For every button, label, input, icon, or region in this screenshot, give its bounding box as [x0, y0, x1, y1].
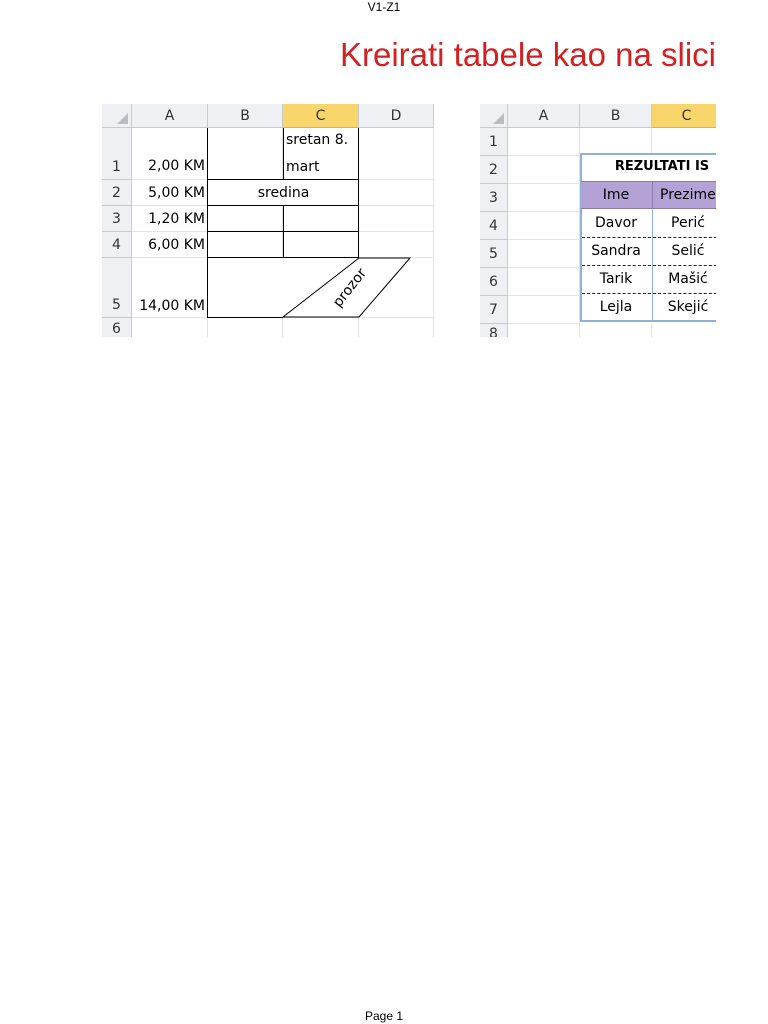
- right-cell-a4[interactable]: [508, 212, 580, 240]
- cell-a1-value: 2,00 KM: [148, 158, 205, 174]
- results-header-prezime: Prezime: [660, 187, 716, 203]
- right-row-header-2[interactable]: 2: [480, 156, 508, 184]
- select-all-triangle-icon: [493, 113, 504, 124]
- cell-c1-line1: sretan 8.: [286, 132, 349, 148]
- cell-a4-value: 6,00 KM: [148, 237, 205, 253]
- page-footer: Page 1: [364, 1009, 404, 1023]
- right-cell-a8[interactable]: [508, 324, 580, 337]
- results-row-3-prezime: Mašić: [668, 271, 708, 287]
- column-header-c[interactable]: C: [283, 104, 359, 128]
- row-header-1[interactable]: 1: [102, 128, 132, 180]
- right-cell-a2[interactable]: [508, 156, 580, 184]
- results-row-divider: [582, 237, 716, 238]
- column-header-b[interactable]: B: [208, 104, 283, 128]
- results-row-4-ime: Lejla: [599, 299, 633, 315]
- results-bottom-border: [580, 320, 716, 322]
- right-cell-a5[interactable]: [508, 240, 580, 268]
- right-cell-c8[interactable]: [652, 324, 716, 337]
- right-cell-b1[interactable]: [580, 128, 652, 156]
- row-header-3[interactable]: 3: [102, 206, 132, 232]
- column-header-a[interactable]: A: [132, 104, 208, 128]
- right-cell-a1[interactable]: [508, 128, 580, 156]
- row-header-4[interactable]: 4: [102, 232, 132, 258]
- cell-c1-line2: mart: [286, 159, 320, 175]
- right-row-header-5[interactable]: 5: [480, 240, 508, 268]
- right-row-header-4[interactable]: 4: [480, 212, 508, 240]
- right-cell-a7[interactable]: [508, 296, 580, 324]
- right-row-header-6[interactable]: 6: [480, 268, 508, 296]
- right-cell-a6[interactable]: [508, 268, 580, 296]
- right-row-header-3[interactable]: 3: [480, 184, 508, 212]
- select-all-corner-right[interactable]: [480, 104, 508, 128]
- results-row-3-ime: Tarik: [599, 271, 633, 287]
- right-column-header-b[interactable]: B: [580, 104, 652, 128]
- results-row-divider: [582, 293, 716, 294]
- right-column-header-a[interactable]: A: [508, 104, 580, 128]
- right-cell-b8[interactable]: [580, 324, 652, 337]
- page-title: Kreirati tabele kao na slici: [339, 36, 716, 73]
- cell-a3-value: 1,20 KM: [148, 211, 205, 227]
- results-row-2-ime: Sandra: [591, 243, 641, 259]
- cell-bc2-value: sredina: [257, 185, 310, 201]
- results-row-2-prezime: Selić: [671, 243, 705, 259]
- cell-a2-value: 5,00 KM: [148, 185, 205, 201]
- cell-rotated-value: prozor: [329, 265, 371, 311]
- results-row-1-ime: Davor: [595, 215, 637, 231]
- page-header: V1-Z1: [367, 0, 401, 14]
- right-row-header-7[interactable]: 7: [480, 296, 508, 324]
- row-header-5[interactable]: 5: [102, 258, 132, 318]
- right-row-header-8[interactable]: 8: [480, 324, 508, 337]
- right-cell-c1[interactable]: [652, 128, 716, 156]
- left-spreadsheet: [102, 104, 434, 337]
- right-row-header-1[interactable]: 1: [480, 128, 508, 156]
- right-column-header-c[interactable]: C: [652, 104, 716, 128]
- row-header-2[interactable]: 2: [102, 180, 132, 206]
- right-spreadsheet: [480, 104, 716, 337]
- results-title-text: REZULTATI IS: [614, 159, 710, 174]
- right-cell-a3[interactable]: [508, 184, 580, 212]
- column-header-d[interactable]: D: [359, 104, 434, 128]
- results-row-4-prezime: Skejić: [667, 299, 709, 315]
- results-header-ime: Ime: [602, 187, 630, 203]
- results-row-divider: [582, 265, 716, 266]
- cell-a5-value: 14,00 KM: [139, 298, 205, 314]
- row-header-6[interactable]: 6: [102, 318, 132, 337]
- results-row-1-prezime: Perić: [671, 215, 705, 231]
